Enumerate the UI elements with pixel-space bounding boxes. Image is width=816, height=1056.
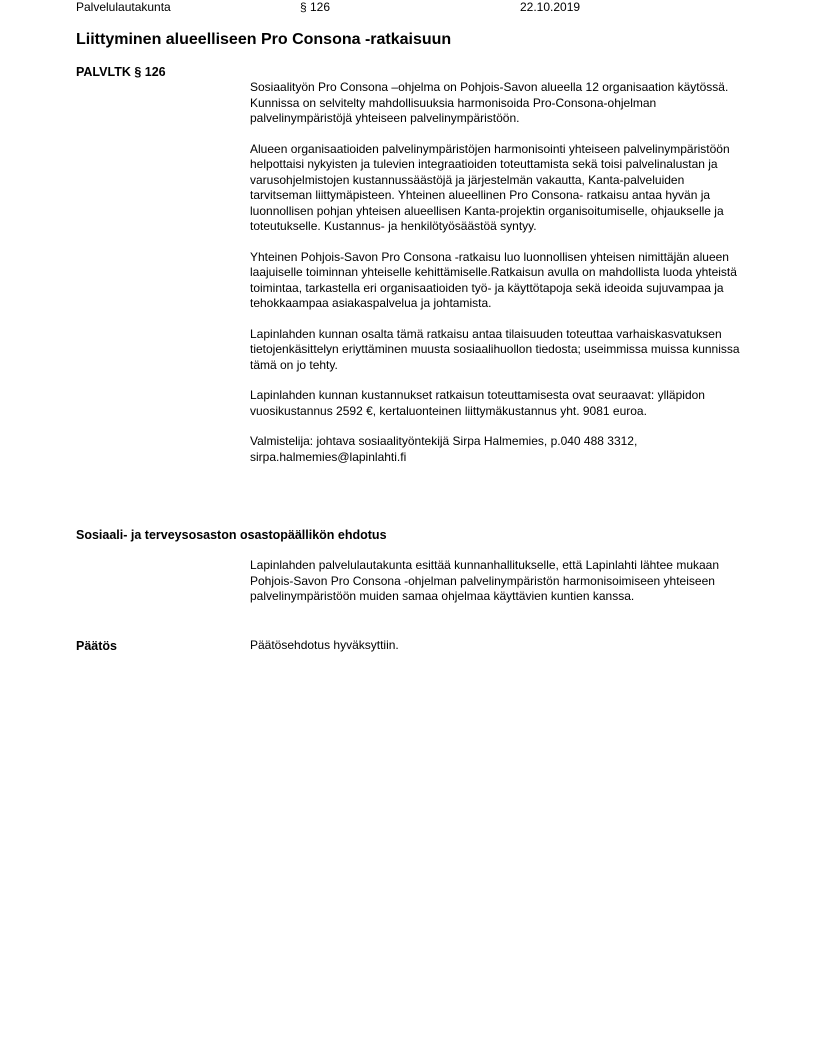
proposal-text-block xyxy=(250,558,740,605)
section-id: PALVLTK § 126 xyxy=(76,65,166,79)
paragraph-common-solution: Yhteinen Pohjois-Savon Pro Consona -ratkaisu luo luonnollisen yhteisen nimittäjän alueen laajuiselle toiminnan yhteiselle kehittämiselle.Ratkaisun avulla on mahdollista luoda yhteistä toimintaa, tarkastella eri organisaatioiden työ- ja käyttötapoja sekä ideoida sujuvampaa ja tehokkaampaa asiakaspalvelua ja johtamista. xyxy=(250,249,737,310)
page-header xyxy=(0,0,816,18)
paragraph-preparer: Valmistelija: johtava sosiaalityöntekijä Sirpa Halmemies, p.040 488 3312, sirpa.halmemies@lapinlahti.fi xyxy=(250,434,638,464)
body-text xyxy=(250,80,740,465)
paragraph-intro: Sosiaalityön Pro Consona –ohjelma on Pohjois-Savon alueella 12 organisaation käytössä. Kunnissa on selvitelty mahdollisuuksia harmonisoida Pro-Consona-ohjelman palvelinympäristöjä yhteiseen palvelinympäristöön. xyxy=(250,80,729,125)
decision-text-block xyxy=(250,638,740,654)
proposal-text: Lapinlahden palvelulautakunta esittää kunnanhallitukselle, että Lapinlahti lähtee mukaan Pohjois-Savon Pro Consona -ohjelman palvelinympäristön harmonisoimiseen yhteiseen palvelinympäristöön muiden samaa ohjelmaa käyttävien kuntien kanssa. xyxy=(250,558,720,603)
paragraph-costs: Lapinlahden kunnan kustannukset ratkaisun toteuttamisesta ovat seuraavat: ylläpidon vuosikustannus 2592 €, kertaluonteinen liittymäkustannus yht. 9081 euroa. xyxy=(250,388,705,418)
decision-text: Päätösehdotus hyväksyttiin. xyxy=(250,638,399,652)
header-section: § 126 xyxy=(300,0,331,14)
header-organization: Palvelulautakunta xyxy=(76,0,171,14)
document-title: Liittyminen alueelliseen Pro Consona -ratkaisuun xyxy=(76,31,452,48)
decision-label: Päätös xyxy=(76,639,117,653)
paragraph-harmonization: Alueen organisaatioiden palvelinympäristöjen harmonisointi yhteiseen palvelinympäristöön helpottaisi nykyisten ja tulevien integraatioiden toteuttamista sekä toisi palvelinalustan ja varusohjelmistojen kustannussäästöjä ja järjestelmän vakautta, Kanta-palveluiden tarvitseman liittymäpisteen. Yhteinen alueellinen Pro Consona- ratkaisu antaa hyvän ja luonnollisen pohjan yhteisen alueellisen Kanta-projektin organisoitumiselle, ohjaukselle ja toteutukselle. Kustannus- ja henkilötyösäästöä syntyy. xyxy=(250,141,730,233)
header-date: 22.10.2019 xyxy=(520,0,581,14)
proposal-heading: Sosiaali- ja terveysosaston osastopäällikön ehdotus xyxy=(76,528,387,542)
paragraph-lapinlahti: Lapinlahden kunnan osalta tämä ratkaisu antaa tilaisuuden toteuttaa varhaiskasvatuksen tietojenkäsittelyn eriyttäminen muusta sosiaalihuollon tiedosta; useimmissa muissa kunnissa tämä on jo tehty. xyxy=(250,326,740,372)
